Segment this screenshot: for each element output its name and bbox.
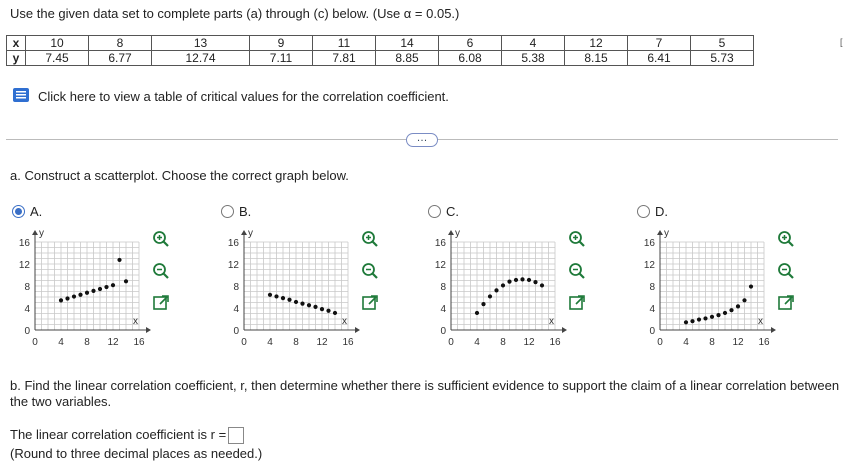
option-c-label: C.	[446, 204, 459, 219]
x-tick-label: 8	[84, 337, 90, 348]
data-point	[684, 320, 688, 324]
table-cell-x: 11	[313, 36, 376, 51]
table-cell-x: 12	[565, 36, 628, 51]
data-row-x	[7, 36, 754, 51]
zoom-in-icon[interactable]	[777, 230, 795, 248]
y-tick-label: 0	[649, 326, 655, 337]
data-point	[294, 300, 298, 304]
x-tick-label: 0	[32, 337, 38, 348]
y-axis-label: y	[248, 228, 253, 239]
data-point	[481, 302, 485, 306]
data-point	[268, 293, 272, 297]
data-point	[274, 294, 278, 298]
x-tick-label: 12	[523, 337, 535, 348]
y-tick-label: 16	[434, 238, 446, 249]
y-tick-label: 12	[643, 260, 655, 271]
x-tick-label: 0	[657, 337, 663, 348]
y-tick-label: 16	[18, 238, 30, 249]
y-tick-label: 4	[649, 304, 655, 315]
table-cell-y: 7.11	[250, 51, 313, 66]
y-tick-label: 4	[24, 304, 30, 315]
data-point	[723, 311, 727, 315]
table-cell-x: 7	[628, 36, 691, 51]
x-tick-label: 16	[342, 337, 354, 348]
row-label-x: x	[7, 36, 26, 51]
scatterplot-a	[12, 226, 172, 361]
data-point	[65, 296, 69, 300]
y-tick-label: 12	[18, 260, 30, 271]
y-axis-arrow	[657, 230, 663, 235]
scatterplot-b	[221, 226, 381, 361]
data-point	[85, 291, 89, 295]
table-cell-x: 4	[502, 36, 565, 51]
data-row-y	[7, 51, 754, 66]
data-point	[527, 278, 531, 282]
table-cell-x: 5	[691, 36, 754, 51]
data-point	[111, 283, 115, 287]
table-cell-x: 9	[250, 36, 313, 51]
table-cell-y: 6.08	[439, 51, 502, 66]
option-b-radio[interactable]	[221, 205, 234, 218]
table-cell-y: 5.73	[691, 51, 754, 66]
data-point	[488, 294, 492, 298]
row-label-y: y	[7, 51, 26, 66]
table-cell-x: 13	[152, 36, 250, 51]
option-b[interactable]	[221, 202, 421, 362]
data-point	[749, 284, 753, 288]
popout-icon[interactable]	[777, 294, 795, 312]
popout-icon[interactable]	[361, 294, 379, 312]
data-table	[6, 35, 754, 66]
prompt-text: Use the given data set to complete parts (a) through (c) below. (Use α = 0.05.)	[10, 6, 460, 21]
y-tick-label: 8	[24, 282, 30, 293]
x-axis-arrow	[771, 327, 776, 333]
data-point	[475, 311, 479, 315]
data-point	[540, 283, 544, 287]
table-cell-x: 8	[89, 36, 152, 51]
data-point	[736, 304, 740, 308]
zoom-in-icon[interactable]	[568, 230, 586, 248]
data-point	[729, 308, 733, 312]
option-c-radio[interactable]	[428, 205, 441, 218]
critical-values-link[interactable]: Click here to view a table of critical values for the correlation coefficient.	[38, 89, 449, 104]
part-b-text: b. Find the linear correlation coefficient, r, then determine whether there is sufficient evidence to support the claim of a linear correlation between the two variables.	[10, 378, 840, 409]
option-d-radio[interactable]	[637, 205, 650, 218]
table-cell-y: 8.15	[565, 51, 628, 66]
zoom-out-icon[interactable]	[152, 262, 170, 280]
data-point	[98, 287, 102, 291]
data-point	[91, 289, 95, 293]
x-axis-arrow	[355, 327, 360, 333]
y-axis-arrow	[241, 230, 247, 235]
x-tick-label: 12	[316, 337, 328, 348]
x-axis-label: x	[758, 316, 763, 327]
data-point	[533, 280, 537, 284]
x-axis-arrow	[562, 327, 567, 333]
option-a-radio[interactable]	[12, 205, 25, 218]
round-note: (Round to three decimal places as needed.)	[10, 446, 263, 461]
y-tick-label: 4	[440, 304, 446, 315]
y-tick-label: 12	[434, 260, 446, 271]
x-tick-label: 16	[549, 337, 561, 348]
x-tick-label: 16	[758, 337, 770, 348]
data-point	[300, 302, 304, 306]
zoom-in-icon[interactable]	[152, 230, 170, 248]
data-point	[494, 288, 498, 292]
data-point	[742, 298, 746, 302]
x-tick-label: 4	[474, 337, 480, 348]
scatterplot-d	[637, 226, 797, 361]
data-point	[703, 316, 707, 320]
x-tick-label: 8	[500, 337, 506, 348]
y-tick-label: 8	[233, 282, 239, 293]
data-point	[124, 279, 128, 283]
data-point	[333, 311, 337, 315]
table-cell-y: 12.74	[152, 51, 250, 66]
r-label: The linear correlation coefficient is r =	[10, 427, 227, 442]
y-tick-label: 16	[643, 238, 655, 249]
data-point	[281, 296, 285, 300]
scatterplot-c	[428, 226, 588, 361]
data-point	[59, 298, 63, 302]
x-axis-label: x	[342, 316, 347, 327]
y-tick-label: 0	[24, 326, 30, 337]
table-cell-x: 6	[439, 36, 502, 51]
r-answer-line	[10, 427, 244, 444]
data-point	[287, 298, 291, 302]
table-cell-x: 10	[26, 36, 89, 51]
data-point	[520, 277, 524, 281]
table-cell-y: 8.85	[376, 51, 439, 66]
x-tick-label: 0	[241, 337, 247, 348]
table-cell-y: 6.77	[89, 51, 152, 66]
table-cell-y: 6.41	[628, 51, 691, 66]
zoom-out-icon[interactable]	[361, 262, 379, 280]
data-point	[507, 280, 511, 284]
x-tick-label: 4	[58, 337, 64, 348]
option-c[interactable]	[428, 202, 628, 362]
option-a[interactable]	[12, 202, 212, 362]
table-cell-y: 7.81	[313, 51, 376, 66]
popout-icon[interactable]	[568, 294, 586, 312]
x-axis-label: x	[549, 316, 554, 327]
data-point	[697, 317, 701, 321]
data-point	[320, 307, 324, 311]
x-tick-label: 8	[709, 337, 715, 348]
option-d[interactable]	[637, 202, 837, 362]
option-b-label: B.	[239, 204, 252, 219]
y-axis-label: y	[664, 228, 669, 239]
data-point	[710, 315, 714, 319]
y-tick-label: 16	[227, 238, 239, 249]
x-tick-label: 12	[732, 337, 744, 348]
r-answer-input[interactable]	[228, 427, 244, 444]
x-axis-label: x	[133, 316, 138, 327]
data-point	[716, 313, 720, 317]
popout-icon[interactable]	[152, 294, 170, 312]
y-tick-label: 4	[233, 304, 239, 315]
y-tick-label: 12	[227, 260, 239, 271]
option-a-label: A.	[30, 204, 43, 219]
zoom-out-icon[interactable]	[568, 262, 586, 280]
data-point	[117, 258, 121, 262]
data-point	[501, 283, 505, 287]
data-point	[104, 285, 108, 289]
more-button[interactable]: …	[406, 133, 438, 147]
x-tick-label: 12	[107, 337, 119, 348]
y-axis-label: y	[39, 228, 44, 239]
zoom-in-icon[interactable]	[361, 230, 379, 248]
x-tick-label: 0	[448, 337, 454, 348]
y-tick-label: 0	[440, 326, 446, 337]
book-icon[interactable]	[12, 86, 32, 104]
x-tick-label: 4	[267, 337, 273, 348]
table-cell-x: 14	[376, 36, 439, 51]
x-tick-label: 4	[683, 337, 689, 348]
data-point	[307, 303, 311, 307]
x-axis-arrow	[146, 327, 151, 333]
data-point	[313, 305, 317, 309]
data-point	[690, 319, 694, 323]
data-point	[72, 294, 76, 298]
data-point	[326, 309, 330, 313]
x-tick-label: 8	[293, 337, 299, 348]
table-cell-y: 7.45	[26, 51, 89, 66]
y-tick-label: 8	[649, 282, 655, 293]
table-edge-mark: [	[840, 37, 843, 47]
y-axis-arrow	[448, 230, 454, 235]
table-cell-y: 5.38	[502, 51, 565, 66]
y-axis-label: y	[455, 228, 460, 239]
data-point	[514, 278, 518, 282]
x-tick-label: 16	[133, 337, 145, 348]
option-d-label: D.	[655, 204, 668, 219]
y-axis-arrow	[32, 230, 38, 235]
y-tick-label: 8	[440, 282, 446, 293]
part-a-text: a. Construct a scatterplot. Choose the correct graph below.	[10, 168, 349, 183]
y-tick-label: 0	[233, 326, 239, 337]
zoom-out-icon[interactable]	[777, 262, 795, 280]
data-point	[78, 293, 82, 297]
